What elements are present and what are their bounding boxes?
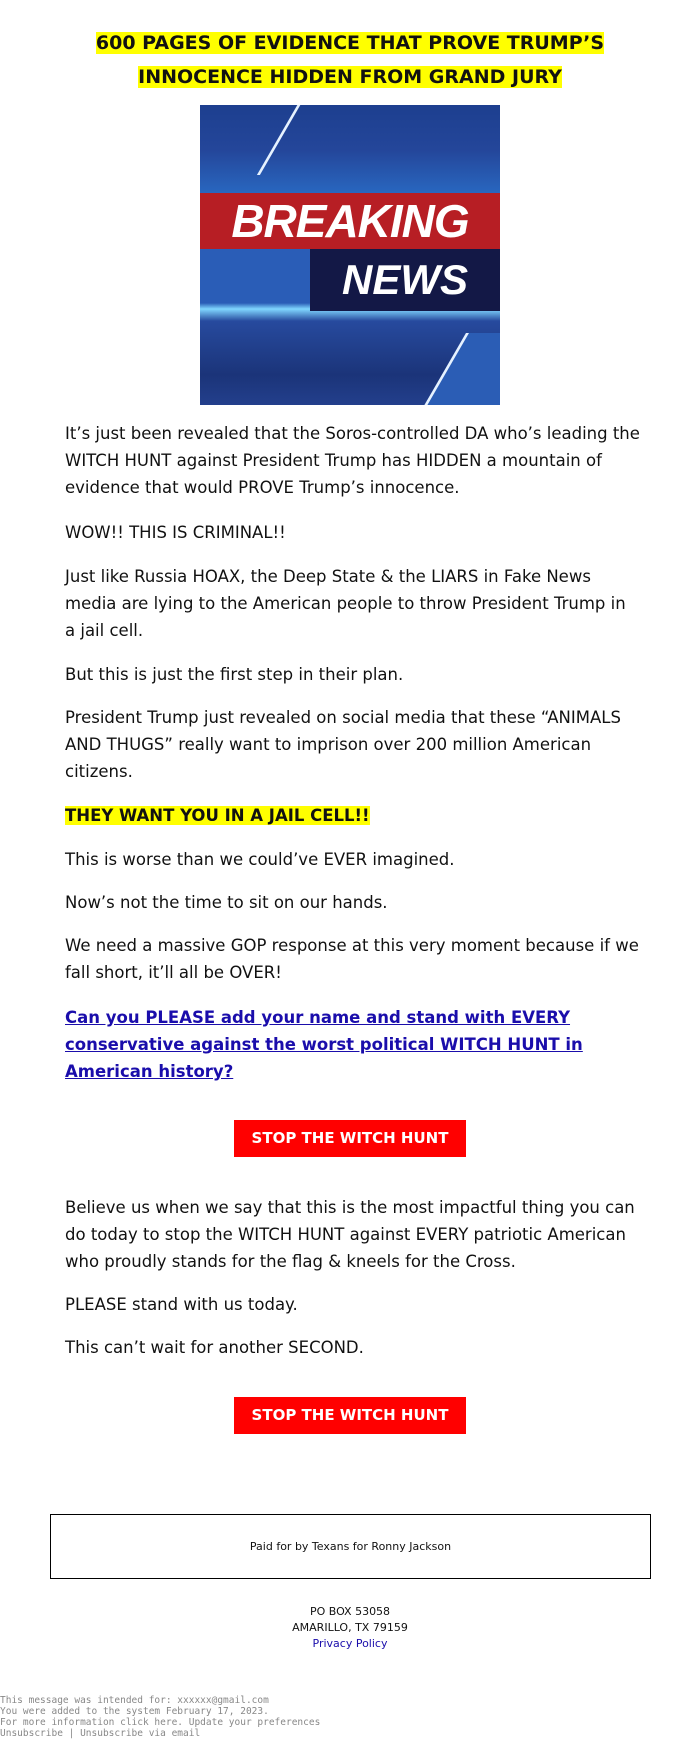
paragraph: PLEASE stand with us today. bbox=[65, 1295, 298, 1314]
paid-for-text: Paid for by Texans for Ronny Jackson bbox=[249, 1540, 452, 1553]
paragraph: WOW!! THIS IS CRIMINAL!! bbox=[65, 523, 286, 542]
paragraph: We need a massive GOP response at this very moment because if we fall short, it’ll all be OVER! bbox=[65, 936, 639, 982]
address-line-2: AMARILLO, TX 79159 bbox=[292, 1621, 408, 1634]
stop-witch-hunt-button-2[interactable]: STOP THE WITCH HUNT bbox=[234, 1397, 466, 1434]
headline-line-2: INNOCENCE HIDDEN FROM GRAND JURY bbox=[138, 66, 562, 88]
paragraph: This is worse than we could’ve EVER imagined. bbox=[65, 850, 455, 869]
hero-news-text: NEWS bbox=[342, 256, 468, 303]
address-line-1: PO BOX 53058 bbox=[309, 1605, 391, 1618]
paragraph: This can’t wait for another SECOND. bbox=[65, 1338, 364, 1357]
petition-link-wrap bbox=[65, 1004, 640, 1085]
paragraph: It’s just been revealed that the Soros-controlled DA who’s leading the WITCH HUNT against President Trump has HIDDEN a mountain of evidence that would PROVE Trump’s innocence. bbox=[65, 424, 640, 497]
preferences-link[interactable]: For more information click here. Update your preferences bbox=[0, 1717, 321, 1728]
privacy-policy-link[interactable]: Privacy Policy bbox=[312, 1637, 388, 1650]
added-date-text: You were added to the system February 17, 2023. bbox=[0, 1706, 269, 1717]
paragraph: But this is just the first step in their plan. bbox=[65, 665, 404, 684]
unsubscribe-links[interactable]: Unsubscribe | Unsubscribe via email bbox=[0, 1728, 201, 1739]
breaking-news-image bbox=[200, 105, 500, 405]
petition-link[interactable]: Can you PLEASE add your name and stand with EVERY conservative against the worst political WITCH HUNT in American history? bbox=[65, 1008, 583, 1081]
paragraph: Now’s not the time to sit on our hands. bbox=[65, 893, 388, 912]
headline bbox=[0, 26, 700, 94]
stop-witch-hunt-button[interactable]: STOP THE WITCH HUNT bbox=[234, 1120, 466, 1157]
headline-line-1: 600 PAGES OF EVIDENCE THAT PROVE TRUMP’S bbox=[95, 32, 605, 54]
hero-breaking-text: BREAKING bbox=[231, 195, 469, 247]
paragraph: Just like Russia HOAX, the Deep State & the LIARS in Fake News media are lying to the American people to throw President Trump in a jail cell. bbox=[65, 567, 626, 640]
paragraph: President Trump just revealed on social media that these “ANIMALS AND THUGS” really want to imprison over 200 million American citizens. bbox=[65, 708, 621, 781]
paragraph: Believe us when we say that this is the most impactful thing you can do today to stop the WITCH HUNT against EVERY patriotic American who proudly stands for the flag & kneels for the Cross. bbox=[65, 1198, 635, 1271]
highlighted-warning bbox=[65, 802, 640, 829]
paid-for-box bbox=[50, 1514, 651, 1579]
legal-footer bbox=[0, 1695, 320, 1739]
highlighted-text: THEY WANT YOU IN A JAIL CELL!! bbox=[65, 806, 370, 825]
intended-for-text: This message was intended for: xxxxxx@gmail.com bbox=[0, 1695, 269, 1706]
mailing-address bbox=[0, 1604, 700, 1652]
